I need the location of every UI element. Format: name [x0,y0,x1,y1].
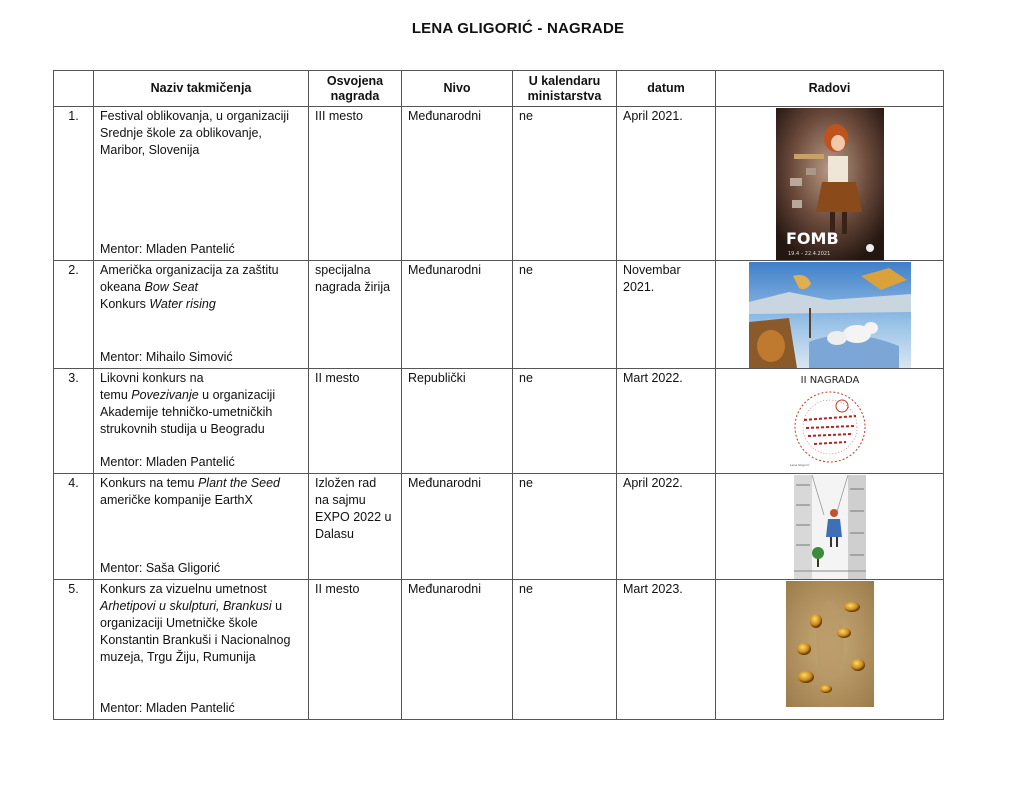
date: Mart 2022. [617,369,716,474]
row-number: 1. [54,107,94,261]
table-header-row [54,71,944,107]
award: Izložen rad na sajmu EXPO 2022 u Dalasu [309,474,402,580]
artwork-label: II NAGRADA [800,375,859,386]
level: Međunarodni [402,580,513,720]
header-level: Nivo [402,71,513,107]
artwork-image [794,475,866,579]
artwork-sublabel: 19.4 – 22.4.2021 [787,251,830,257]
level: Međunarodni [402,261,513,369]
award: II mesto [309,369,402,474]
header-date: datum [617,71,716,107]
mentor: Mentor: Mihailo Simović [100,350,233,364]
artwork-image [780,370,880,470]
row-number: 4. [54,474,94,580]
page-title: LENA GLIGORIĆ - NAGRADE [411,20,625,37]
artwork-image [749,262,911,368]
mentor: Mentor: Mladen Pantelić [100,701,235,715]
artwork-cell [716,369,944,474]
header-num [54,71,94,107]
level: Međunarodni [402,474,513,580]
table-row [54,369,944,474]
row-number: 2. [54,261,94,369]
calendar: ne [513,369,617,474]
award: specijalna nagrada žirija [309,261,402,369]
header-works: Radovi [716,71,944,107]
header-award: Osvojena nagrada [309,71,402,107]
calendar: ne [513,261,617,369]
date: Novembar 2021. [617,261,716,369]
mentor: Mentor: Mladen Pantelić [100,242,235,256]
competition-name: Konkurs za vizuelnu umetnost Arhetipovi u skulpturi, Brankusi u organizaciji Umetničke škole Konstantin Brankuši i Nacionalnog muzeja, Trgu Žiju, Rumunija Mentor: Mladen Pantelić [94,580,309,720]
award: II mesto [309,580,402,720]
calendar: ne [513,580,617,720]
artwork-cell [716,261,944,369]
artwork-image [776,108,884,260]
mentor: Mentor: Saša Gligorić [100,561,221,575]
svg-text:Lena Gligorić: Lena Gligorić [789,463,810,467]
row-number: 3. [54,369,94,474]
calendar: ne [513,474,617,580]
mentor: Mentor: Mladen Pantelić [100,455,235,469]
artwork-cell [716,580,944,720]
header-calendar: U kalendaru ministarstva [513,71,617,107]
competition-name: Festival oblikovanja, u organizaciji Srednje škole za oblikovanje, Maribor, Slovenija Mentor: Mladen Pantelić [94,107,309,261]
competition-name: Likovni konkurs na temu Povezivanje u organizaciji Akademije tehničko-umetničkih strukovnih studija u Beogradu Mentor: Mladen Pantelić [94,369,309,474]
artwork-cell [716,474,944,580]
date: April 2021. [617,107,716,261]
artwork-label: FOMB [785,229,839,248]
level: Međunarodni [402,107,513,261]
awards-table [53,70,944,720]
table-row [54,580,944,720]
competition-name: Konkurs na temu Plant the Seed američke kompanije EarthX Mentor: Saša Gligorić [94,474,309,580]
header-name: Naziv takmičenja [94,71,309,107]
artwork-cell [716,107,944,261]
date: April 2022. [617,474,716,580]
table-row [54,474,944,580]
date: Mart 2023. [617,580,716,720]
award: III mesto [309,107,402,261]
table-row [54,261,944,369]
competition-name: Američka organizacija za zaštitu okeana Bow Seat Konkurs Water rising Mentor: Mihailo Simović [94,261,309,369]
table-row [54,107,944,261]
calendar: ne [513,107,617,261]
level: Republički [402,369,513,474]
row-number: 5. [54,580,94,720]
artwork-image [786,581,874,707]
